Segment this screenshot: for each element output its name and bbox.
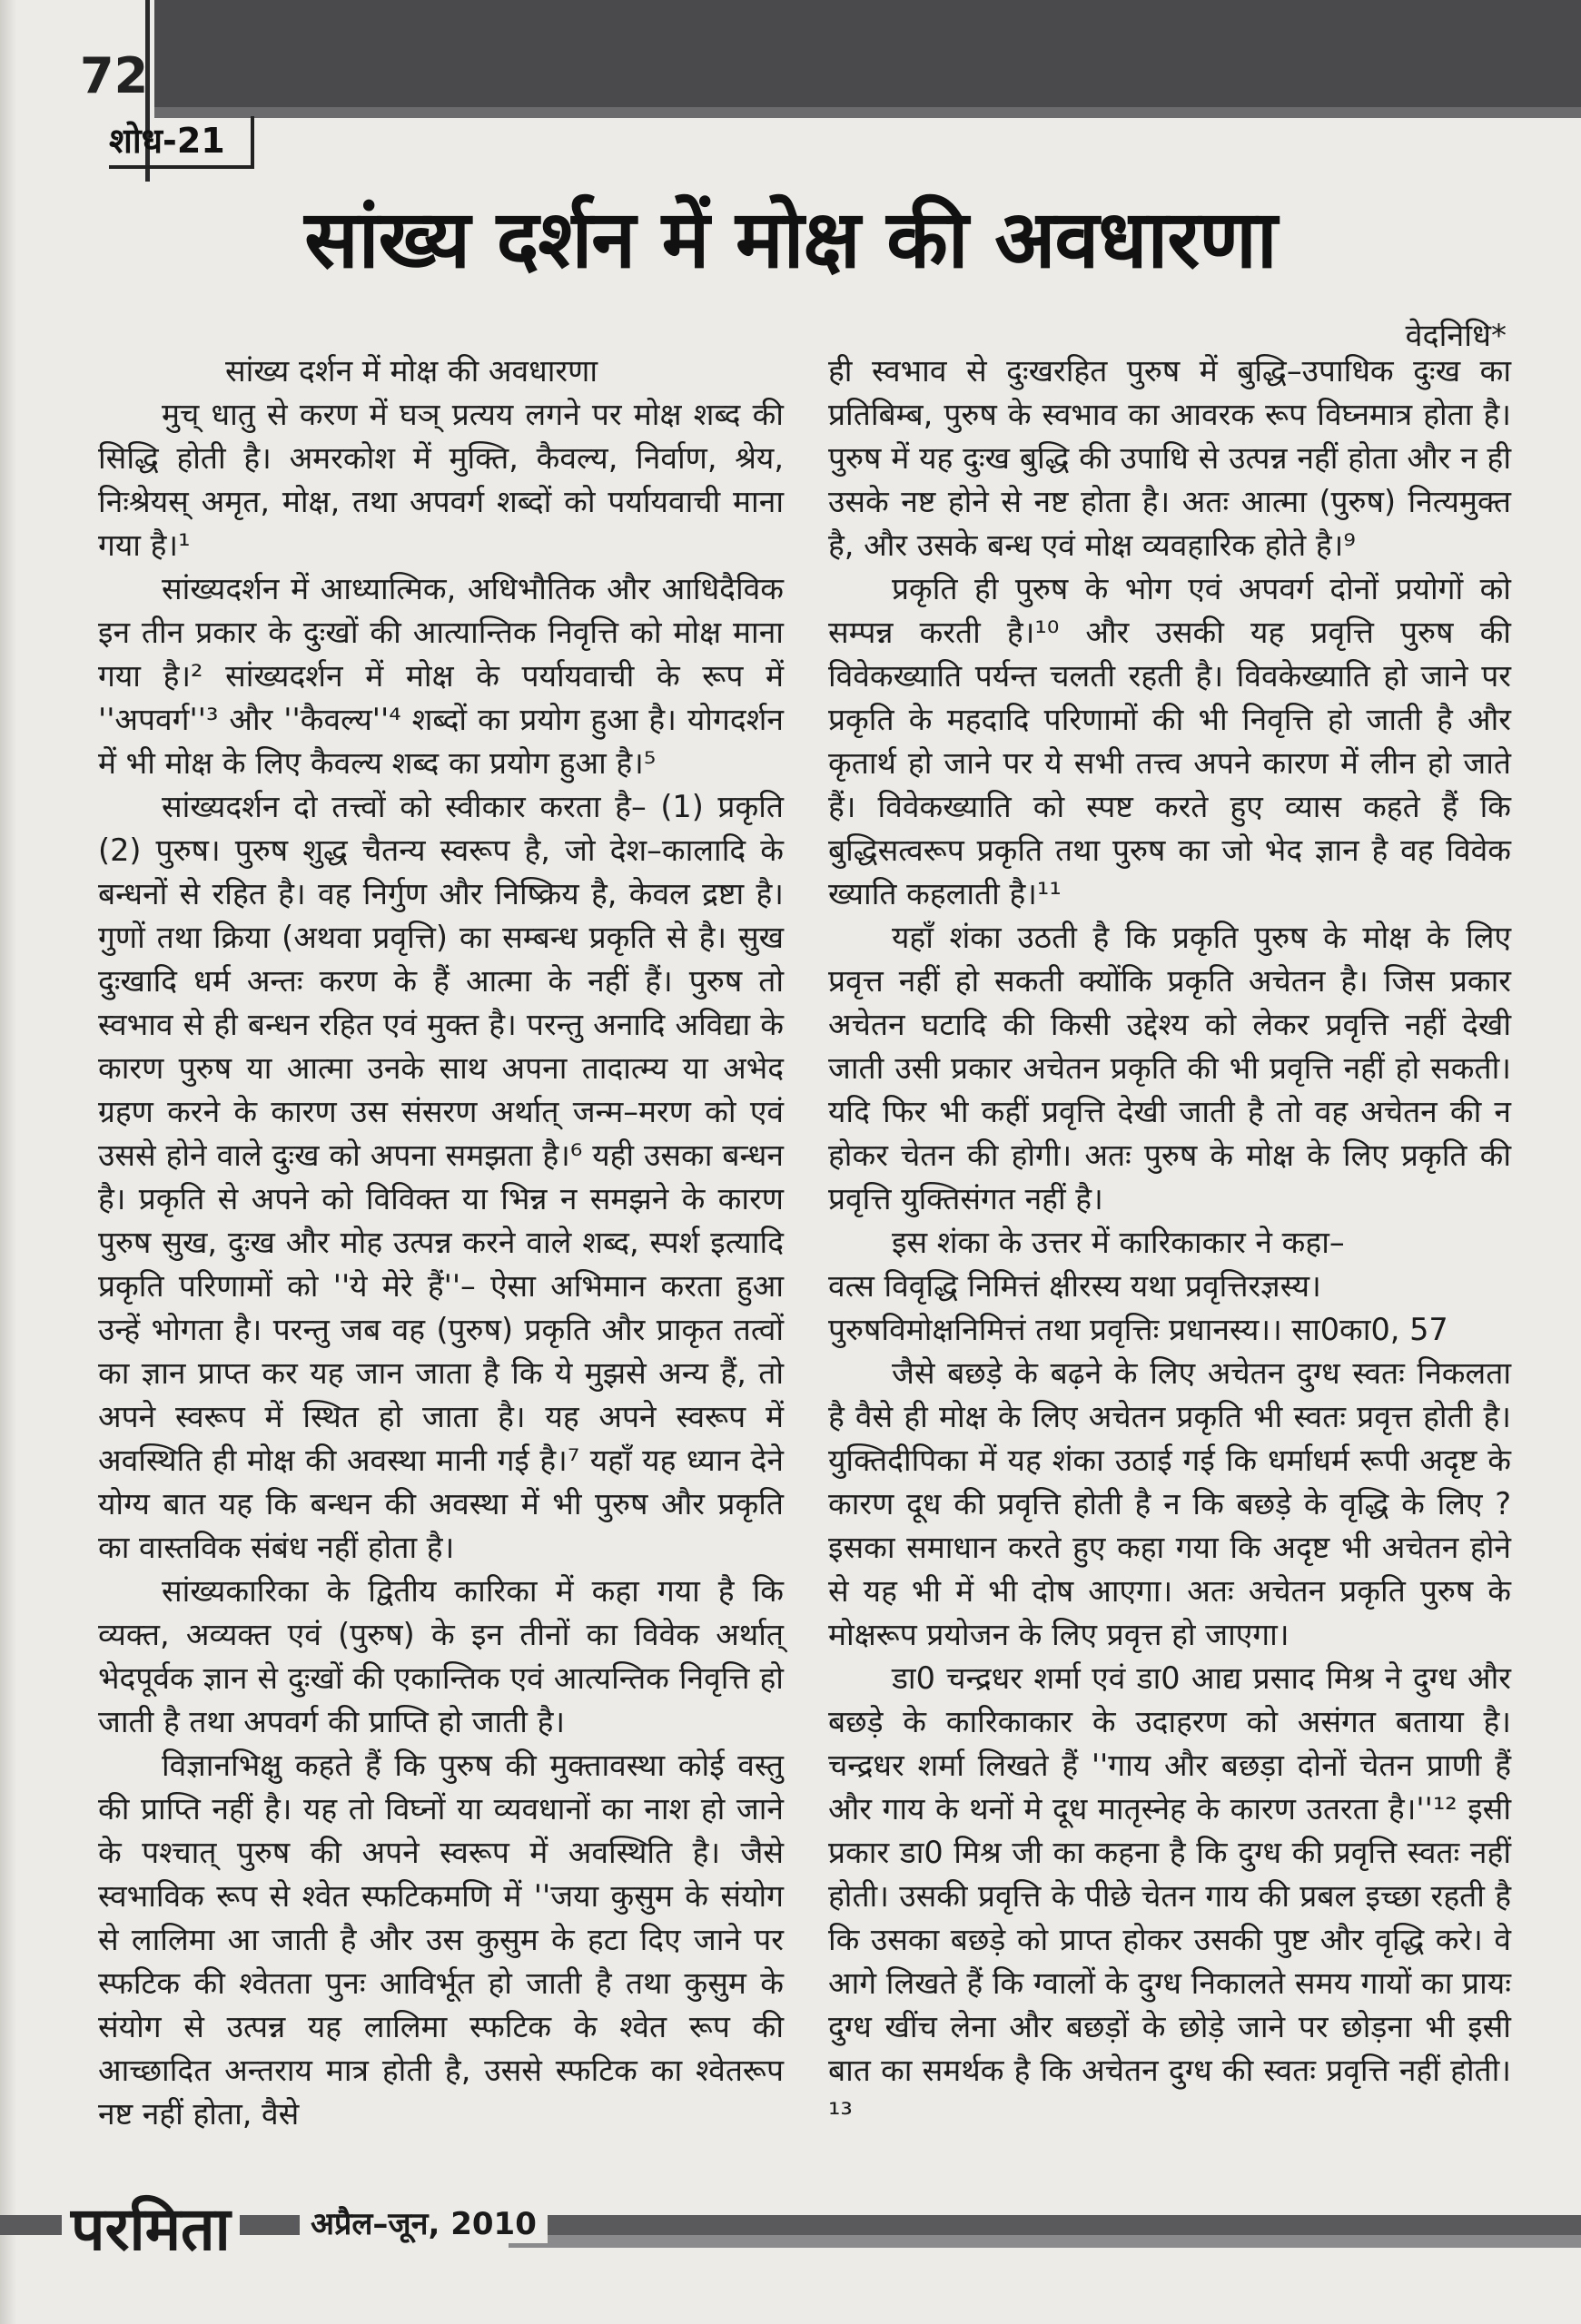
header-bar (154, 0, 1581, 118)
section-rule (109, 165, 254, 169)
paragraph: प्रकृति ही पुरुष के भोग एवं अपवर्ग दोनों प्रयोगों को सम्पन्न करती है।¹⁰ और उसकी यह प्रवृत्ति पुरुष की विवेकख्याति पर्यन्त चलती रहती है। विवकेख्याति हो जाने पर प्रकृति के महदादि परिणामों की भी निवृत्ति हो जाती है और कृतार्थ हो जाने पर ये सभी तत्त्व अपने कारण में लीन हो जाते हैं। विवेकख्याति को स्पष्ट करते हुए व्यास कहते हैं कि बुद्धिसत्वरूप प्रकृति तथा पुरुष का जो भेद ज्ञान है वह विवेक ख्याति कहलाती है।¹¹ (828, 571, 1511, 911)
verse-line: पुरुषविमोक्षनिमित्तं तथा प्रवृत्तिः प्रधानस्य।। सा0का0, 57 (828, 1312, 1448, 1347)
paragraph: सांख्यकारिका के द्वितीय कारिका में कहा गया है कि व्यक्त, अव्यक्त एवं (पुरुष) के इन तीनों का विवेक अर्थात् भेदपूर्वक ज्ञान से दुःखों की एकान्तिक एवं आत्यन्तिक निवृत्ति हो जाती है तथा अपवर्ग की प्राप्ति हो जाती है। (98, 1573, 784, 1739)
paragraph: डा0 चन्द्रधर शर्मा एवं डा0 आद्य प्रसाद मिश्र ने दुग्ध और बछड़े के कारिकाकार के उदाहरण को असंगत बताया है। चन्द्रधर शर्मा लिखते हैं ''गाय और बछड़ा दोनों चेतन प्राणी हैं और गाय के थनों मे दूध मातृस्नेह के कारण उतरता है।''¹² इसी प्रकार डा0 मिश्र जी का कहना है कि दुग्ध की प्रवृत्ति स्वतः नहीं होती। उसकी प्रवृत्ति के पीछे चेतन गाय की प्रबल इच्छा रहती है कि उसका बछड़े को प्राप्त होकर उसकी पुष्ट और वृद्धि करे। वे आगे लिखते हैं कि ग्वालों के दुग्ध निकालते समय गायों का प्रायः दुग्ध खींच लेना और बछड़ों के छोड़े जाने पर छोड़ना भी इसी बात का समर्थक है कि अचेतन दुग्ध की स्वतः प्रवृत्ति नहीं होती।¹³ (828, 1660, 1511, 2132)
header-bar-shade (154, 107, 1581, 118)
paragraph: मुच् धातु से करण में घञ् प्रत्यय लगने पर मोक्ष शब्द की सिद्धि होती है। अमरकोश में मुक्ति, कैवल्य, निर्वाण, श्रेय, निःश्रेयस् अमृत, मोक्ष, तथा अपवर्ग शब्दों को पर्यायवाची माना गया है।¹ (98, 397, 784, 563)
page-edge-shadow (0, 0, 16, 2324)
section-rule-vertical (251, 116, 254, 169)
footer-bar-shade (509, 2235, 1581, 2248)
right-column (828, 350, 1511, 2136)
paragraph: ही स्वभाव से दुःखरहित पुरुष में बुद्धि–उपाधिक दुःख का प्रतिबिम्ब, पुरुष के स्वभाव का आवरक रूप विघ्नमात्र होता है। पुरुष में यह दुःख बुद्धि की उपाधि से उत्पन्न नहीं होता और न ही उसके नष्ट होने से नष्ट होता है। अतः आत्मा (पुरुष) नित्यमुक्त है, और उसके बन्ध एवं मोक्ष व्यवहारिक होते है।⁹ (828, 353, 1511, 563)
verse-line: वत्स विवृद्धि निमित्तं क्षीरस्य यथा प्रवृत्तिरज्ञस्य। (828, 1268, 1321, 1304)
column-heading: सांख्य दर्शन में मोक्ष की अवधारणा (225, 353, 598, 389)
article-author: वेदनिधि* (1405, 318, 1507, 354)
article-title: सांख्य दर्शन में मोक्ष की अवधारणा (304, 192, 1277, 286)
section-label: शोध-21 (109, 121, 225, 161)
paragraph: विज्ञानभिक्षु कहते हैं कि पुरुष की मुक्तावस्था कोई वस्तु की प्राप्ति नहीं है। यह तो विघ्नों या व्यवधानों का नाश हो जाने के पश्चात् पुरुष की अपने स्वरूप में अवस्थिति है। जैसे स्वभाविक रूप से श्वेत स्फटिकमणि में ''जया कुसुम के संयोग से लालिमा आ जाती है और उस कुसुम के हटा दिए जाने पर स्फटिक की श्वेतता पुनः आविर्भूत हो जाती है तथा कुसुम के संयोग से उत्पन्न यह लालिमा स्फटिक के श्वेत रूप की आच्छादित अन्तराय मात्र होती है, उससे स्फटिक का श्वेतरूप नष्ट नहीं होता, वैसे (98, 1748, 784, 2132)
paragraph: सांख्यदर्शन में आध्यात्मिक, अधिभौतिक और आधिदैविक इन तीन प्रकार के दुःखों की आत्यान्तिक निवृत्ति को मोक्ष माना गया है।² सांख्यदर्शन में मोक्ष के पर्यायवाची के रूप में ''अपवर्ग''³ और ''कैवल्य''⁴ शब्दों का प्रयोग हुआ है। योगदर्शन में भी मोक्ष के लिए कैवल्य शब्द का प्रयोग हुआ है।⁵ (98, 571, 784, 781)
magazine-brand: परमिता (62, 2186, 240, 2268)
left-column (98, 350, 784, 2136)
paragraph: इस शंका के उत्तर में कारिकाकार ने कहा– (892, 1225, 1345, 1260)
paragraph: यहाँ शंका उठती है कि प्रकृति पुरुष के मोक्ष के लिए प्रवृत्त नहीं हो सकती क्योंकि प्रकृति अचेतन है। जिस प्रकार अचेतन घटादि की किसी उद्देश्य को लेकर प्रवृत्ति नहीं देखी जाती उसी प्रकार अचेतन प्रकृति की भी प्रवृत्ति नहीं हो सकती। यदि फिर भी कहीं प्रवृत्ति देखी जाती है तो वह अचेतन की न होकर चेतन की होगी। अतः पुरुष के मोक्ष के लिए प्रकृति की प्रवृत्ति युक्तिसंगत नहीं है। (828, 920, 1511, 1216)
paragraph: जैसे बछड़े के बढ़ने के लिए अचेतन दुग्ध स्वतः निकलता है वैसे ही मोक्ष के लिए अचेतन प्रकृति भी स्वतः प्रवृत्त होती है। युक्तिदीपिका में यह शंका उठाई गई कि धर्माधर्म रूपी अदृष्ट के कारण दूध की प्रवृत्ति होती है न कि बछड़े के वृद्धि के लिए ?इसका समाधान करते हुए कहा गया कि अदृष्ट भी अचेतन होने से यह भी में भी दोष आएगा। अतः अचेतन प्रकृति पुरुष के मोक्षरूप प्रयोजन के लिए प्रवृत्त हो जाएगा। (828, 1355, 1511, 1652)
paragraph: सांख्यदर्शन दो तत्त्वों को स्वीकार करता है– (1) प्रकृति (2) पुरुष। पुरुष शुद्ध चैतन्य स्वरूप है, जो देश–कालादि के बन्धनों से रहित है। वह निर्गुण और निष्क्रिय है, केवल द्रष्टा है। गुणों तथा क्रिया (अथवा प्रवृत्ति) का सम्बन्ध प्रकृति से है। सुख दुःखादि धर्म अन्तः करण के हैं आत्मा के नहीं हैं। पुरुष तो स्वभाव से ही बन्धन रहित एवं मुक्त है। परन्तु अनादि अविद्या के कारण पुरुष या आत्मा उनके साथ अपना तादात्म्य या अभेद ग्रहण करने के कारण उस संसरण अर्थात् जन्म–मरण को एवं उससे होने वाले दुःख को अपना समझता है।⁶ यही उसका बन्धन है। प्रकृति से अपने को विविक्त या भिन्न न समझने के कारण पुरुष सुख, दुःख और मोह उत्पन्न करने वाले शब्द, स्पर्श इत्यादि प्रकृति परिणामों को ''ये मेरे हैं''– ऐसा अभिमान करता हुआ उन्हें भोगता है। परन्तु जब वह (पुरुष) प्रकृति और प्राकृत तत्वों का ज्ञान प्राप्त कर यह जान जाता है कि ये मुझसे अन्य हैं, तो अपने स्वरूप में स्थित हो जाता है। यह अपने स्वरूप में अवस्थिति ही मोक्ष की अवस्था मानी गई है।⁷ यहाँ यह ध्यान देने योग्य बात यह कि बन्धन की अवस्था में भी पुरुष और प्रकृति का वास्तविक संबंध नहीं होता है। (98, 789, 784, 1565)
page-number: 72 (80, 47, 149, 104)
issue-date: अप्रैल–जून, 2010 (300, 2201, 548, 2243)
